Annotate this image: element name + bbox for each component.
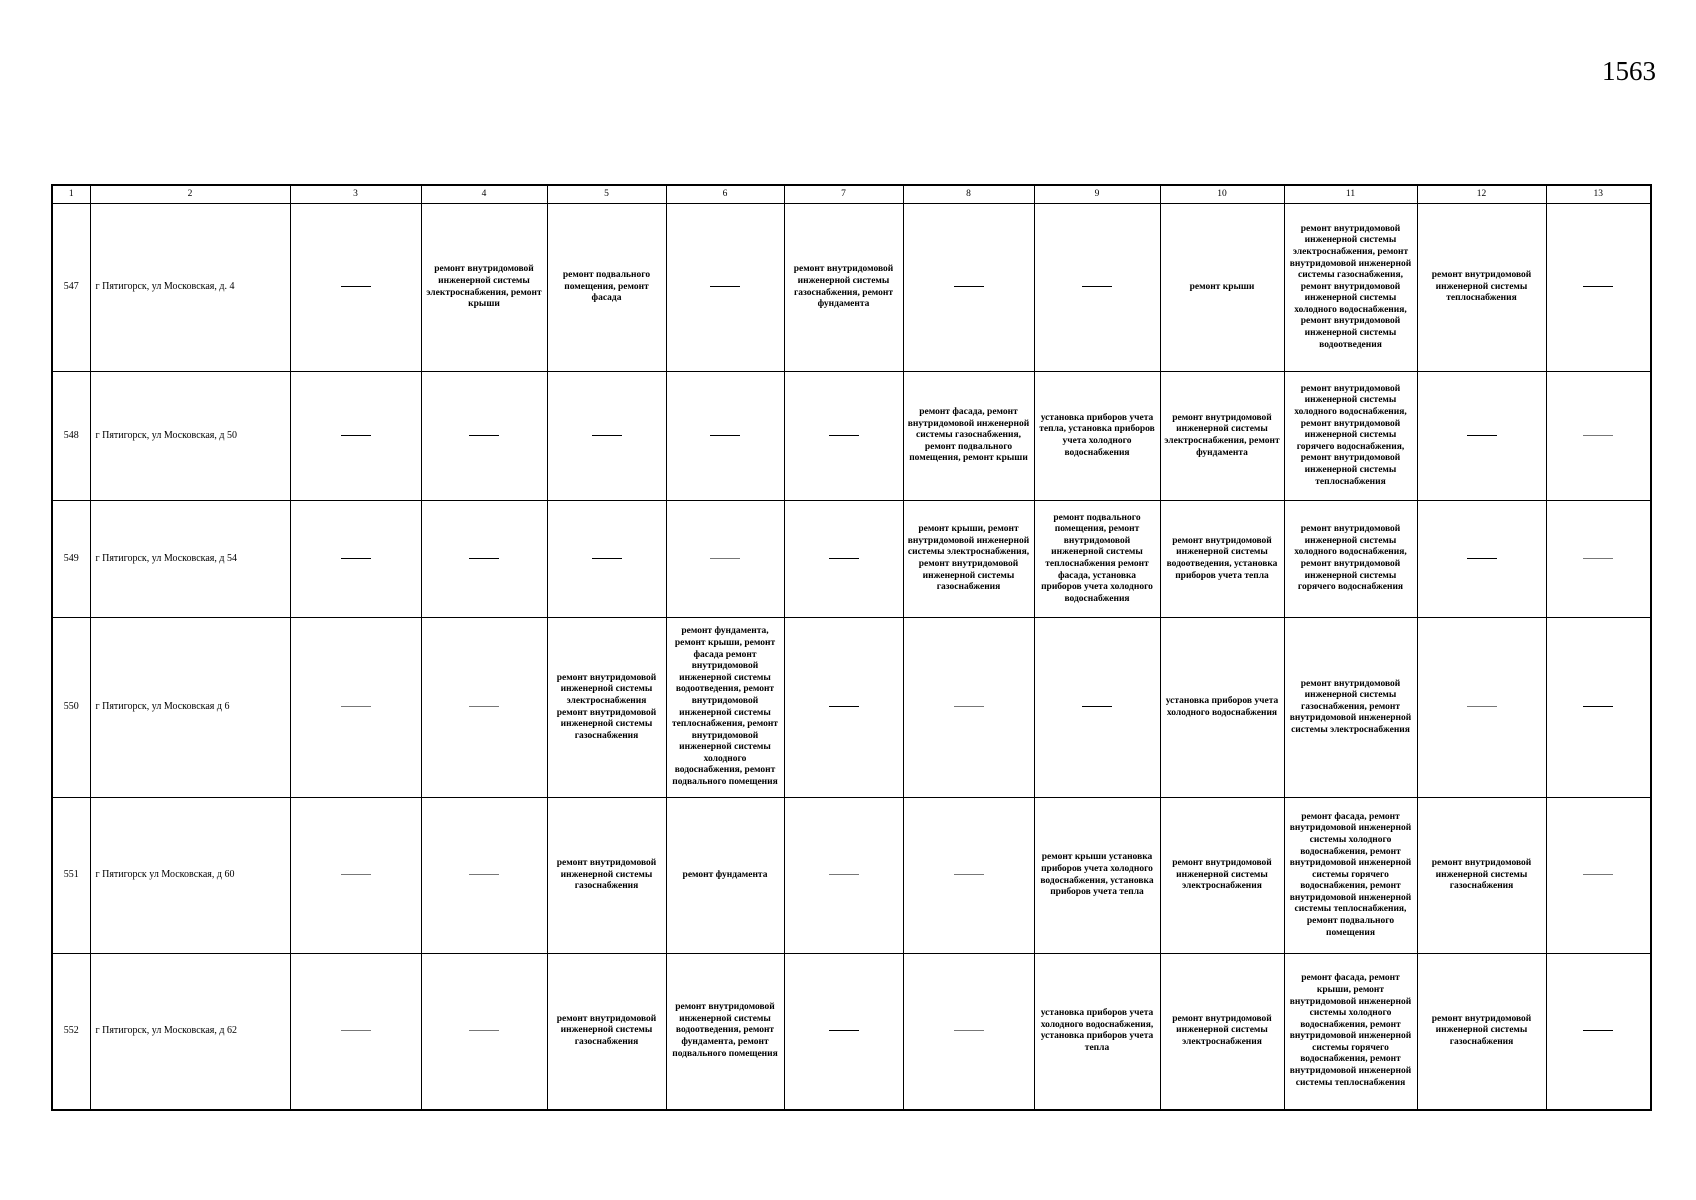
column-header: 6 [666,185,784,204]
cell-col10: ремонт внутридомовой инженерной системы электроснабжения [1160,954,1284,1110]
empty-dash [829,558,859,559]
cell-col5: ремонт внутридомовой инженерной системы газоснабжения [547,798,666,954]
column-header: 11 [1284,185,1417,204]
row-number: 549 [52,501,90,618]
cell-col9: ремонт крыши установка приборов учета холодного водоснабжения, установка приборов учета тепла [1034,798,1160,954]
empty-dash [1467,558,1497,559]
cell-col6: ремонт внутридомовой инженерной системы водоотведения, ремонт фундамента, ремонт подвального помещения [666,954,784,1110]
cell-col11: ремонт внутридомовой инженерной системы газоснабжения, ремонт внутридомовой инженерной системы электроснабжения [1284,618,1417,798]
cell-col4 [421,372,547,501]
address-cell: г Пятигорск ул Московская, д 60 [90,798,290,954]
cell-col10: ремонт внутридомовой инженерной системы водоотведения, установка приборов учета тепла [1160,501,1284,618]
column-header: 1 [52,185,90,204]
empty-dash [1583,874,1613,875]
empty-dash [954,706,984,707]
empty-dash [469,1030,499,1031]
empty-dash [710,558,740,559]
cell-col9 [1034,618,1160,798]
column-header: 13 [1546,185,1651,204]
empty-dash [1583,706,1613,707]
table-row [52,798,1651,954]
cell-col8 [903,798,1034,954]
column-header: 3 [290,185,421,204]
cell-col11: ремонт внутридомовой инженерной системы электроснабжения, ремонт внутридомовой инженерной системы газоснабжения, ремонт внутридомовой инженерной системы холодного водоснабжения, ремонт внутридомовой инженерной системы водоотведения [1284,204,1417,372]
cell-col12: ремонт внутридомовой инженерной системы газоснабжения [1417,798,1546,954]
cell-col11: ремонт внутридомовой инженерной системы холодного водоснабжения, ремонт внутридомовой инженерной системы горячего водоснабжения [1284,501,1417,618]
empty-dash [1583,558,1613,559]
empty-dash [341,435,371,436]
row-number: 550 [52,618,90,798]
cell-col12 [1417,618,1546,798]
empty-dash [954,1030,984,1031]
cell-col13 [1546,618,1651,798]
cell-col9: установка приборов учета тепла, установка приборов учета холодного водоснабжения [1034,372,1160,501]
column-header: 7 [784,185,903,204]
cell-col7: ремонт внутридомовой инженерной системы газоснабжения, ремонт фундамента [784,204,903,372]
address-cell: г Пятигорск, ул Московская, д 50 [90,372,290,501]
cell-col7 [784,798,903,954]
cell-col4 [421,798,547,954]
empty-dash [341,558,371,559]
empty-dash [829,874,859,875]
empty-dash [1583,1030,1613,1031]
column-number-row [52,185,1651,204]
empty-dash [829,706,859,707]
cell-col13 [1546,372,1651,501]
cell-col3 [290,501,421,618]
cell-col11: ремонт фасада, ремонт внутридомовой инженерной системы холодного водоснабжения, ремонт внутридомовой инженерной системы горячего водоснабжения, ремонт внутридомовой инженерной системы теплоснабжения, ремонт подвального помещения [1284,798,1417,954]
cell-col9: установка приборов учета холодного водоснабжения, установка приборов учета тепла [1034,954,1160,1110]
repair-schedule-table [51,184,1652,1111]
cell-col8 [903,954,1034,1110]
cell-col6: ремонт фундамента [666,798,784,954]
empty-dash [469,435,499,436]
address-cell: г Пятигорск, ул Московская, д 54 [90,501,290,618]
empty-dash [341,286,371,287]
empty-dash [954,286,984,287]
cell-col9: ремонт подвального помещения, ремонт внутридомовой инженерной системы теплоснабжения ремонт фасада, установка приборов учета холодного водоснабжения [1034,501,1160,618]
address-cell: г Пятигорск, ул Московская, д 62 [90,954,290,1110]
empty-dash [469,558,499,559]
column-header: 5 [547,185,666,204]
empty-dash [341,706,371,707]
address-cell: г Пятигорск, ул Московская, д. 4 [90,204,290,372]
cell-col3 [290,618,421,798]
empty-dash [1583,435,1613,436]
cell-col7 [784,954,903,1110]
empty-dash [954,874,984,875]
cell-col4 [421,501,547,618]
cell-col6 [666,204,784,372]
cell-col11: ремонт фасада, ремонт крыши, ремонт внутридомовой инженерной системы холодного водоснабжения, ремонт внутридомовой инженерной системы горячего водоснабжения, ремонт внутридомовой инженерной системы теплоснабжения [1284,954,1417,1110]
table-row [52,618,1651,798]
cell-col7 [784,372,903,501]
cell-col8: ремонт крыши, ремонт внутридомовой инженерной системы электроснабжения, ремонт внутридомовой инженерной системы газоснабжения [903,501,1034,618]
empty-dash [341,874,371,875]
column-header: 9 [1034,185,1160,204]
cell-col13 [1546,798,1651,954]
cell-col11: ремонт внутридомовой инженерной системы холодного водоснабжения, ремонт внутридомовой инженерной системы горячего водоснабжения, ремонт внутридомовой инженерной системы теплоснабжения [1284,372,1417,501]
cell-col5 [547,372,666,501]
column-header: 2 [90,185,290,204]
cell-col10: ремонт крыши [1160,204,1284,372]
row-number: 552 [52,954,90,1110]
table-row [52,501,1651,618]
cell-col12: ремонт внутридомовой инженерной системы газоснабжения [1417,954,1546,1110]
cell-col13 [1546,501,1651,618]
cell-col12: ремонт внутридомовой инженерной системы теплоснабжения [1417,204,1546,372]
cell-col13 [1546,954,1651,1110]
cell-col5 [547,501,666,618]
cell-col13 [1546,204,1651,372]
empty-dash [1583,286,1613,287]
cell-col8: ремонт фасада, ремонт внутридомовой инженерной системы газоснабжения, ремонт подвального помещения, ремонт крыши [903,372,1034,501]
row-number: 548 [52,372,90,501]
row-number: 547 [52,204,90,372]
cell-col10: ремонт внутридомовой инженерной системы электроснабжения, ремонт фундамента [1160,372,1284,501]
empty-dash [592,558,622,559]
cell-col3 [290,954,421,1110]
page-number: 1563 [1602,56,1656,86]
empty-dash [1082,706,1112,707]
table-row [52,954,1651,1110]
empty-dash [829,435,859,436]
cell-col10: ремонт внутридомовой инженерной системы электроснабжения [1160,798,1284,954]
cell-col8 [903,618,1034,798]
empty-dash [710,286,740,287]
cell-col3 [290,372,421,501]
cell-col5: ремонт внутридомовой инженерной системы газоснабжения [547,954,666,1110]
empty-dash [469,874,499,875]
table-row [52,204,1651,372]
cell-col12 [1417,372,1546,501]
cell-col3 [290,204,421,372]
empty-dash [341,1030,371,1031]
cell-col7 [784,618,903,798]
empty-dash [710,435,740,436]
row-number: 551 [52,798,90,954]
cell-col5: ремонт подвального помещения, ремонт фасада [547,204,666,372]
cell-col4 [421,954,547,1110]
empty-dash [592,435,622,436]
cell-col3 [290,798,421,954]
empty-dash [1467,706,1497,707]
column-header: 4 [421,185,547,204]
cell-col9 [1034,204,1160,372]
table-row [52,372,1651,501]
cell-col5: ремонт внутридомовой инженерной системы электроснабжения ремонт внутридомовой инженерной системы газоснабжения [547,618,666,798]
cell-col8 [903,204,1034,372]
column-header: 12 [1417,185,1546,204]
cell-col4: ремонт внутридомовой инженерной системы электроснабжения, ремонт крыши [421,204,547,372]
cell-col7 [784,501,903,618]
empty-dash [469,706,499,707]
column-header: 8 [903,185,1034,204]
cell-col6 [666,501,784,618]
cell-col6 [666,372,784,501]
address-cell: г Пятигорск, ул Московская д 6 [90,618,290,798]
empty-dash [829,1030,859,1031]
empty-dash [1467,435,1497,436]
cell-col4 [421,618,547,798]
cell-col12 [1417,501,1546,618]
empty-dash [1082,286,1112,287]
cell-col10: установка приборов учета холодного водоснабжения [1160,618,1284,798]
column-header: 10 [1160,185,1284,204]
cell-col6: ремонт фундамента, ремонт крыши, ремонт фасада ремонт внутридомовой инженерной системы водоотведения, ремонт внутридомовой инженерной системы теплоснабжения, ремонт внутридомовой инженерной системы холодного водоснабжения, ремонт подвального помещения [666,618,784,798]
